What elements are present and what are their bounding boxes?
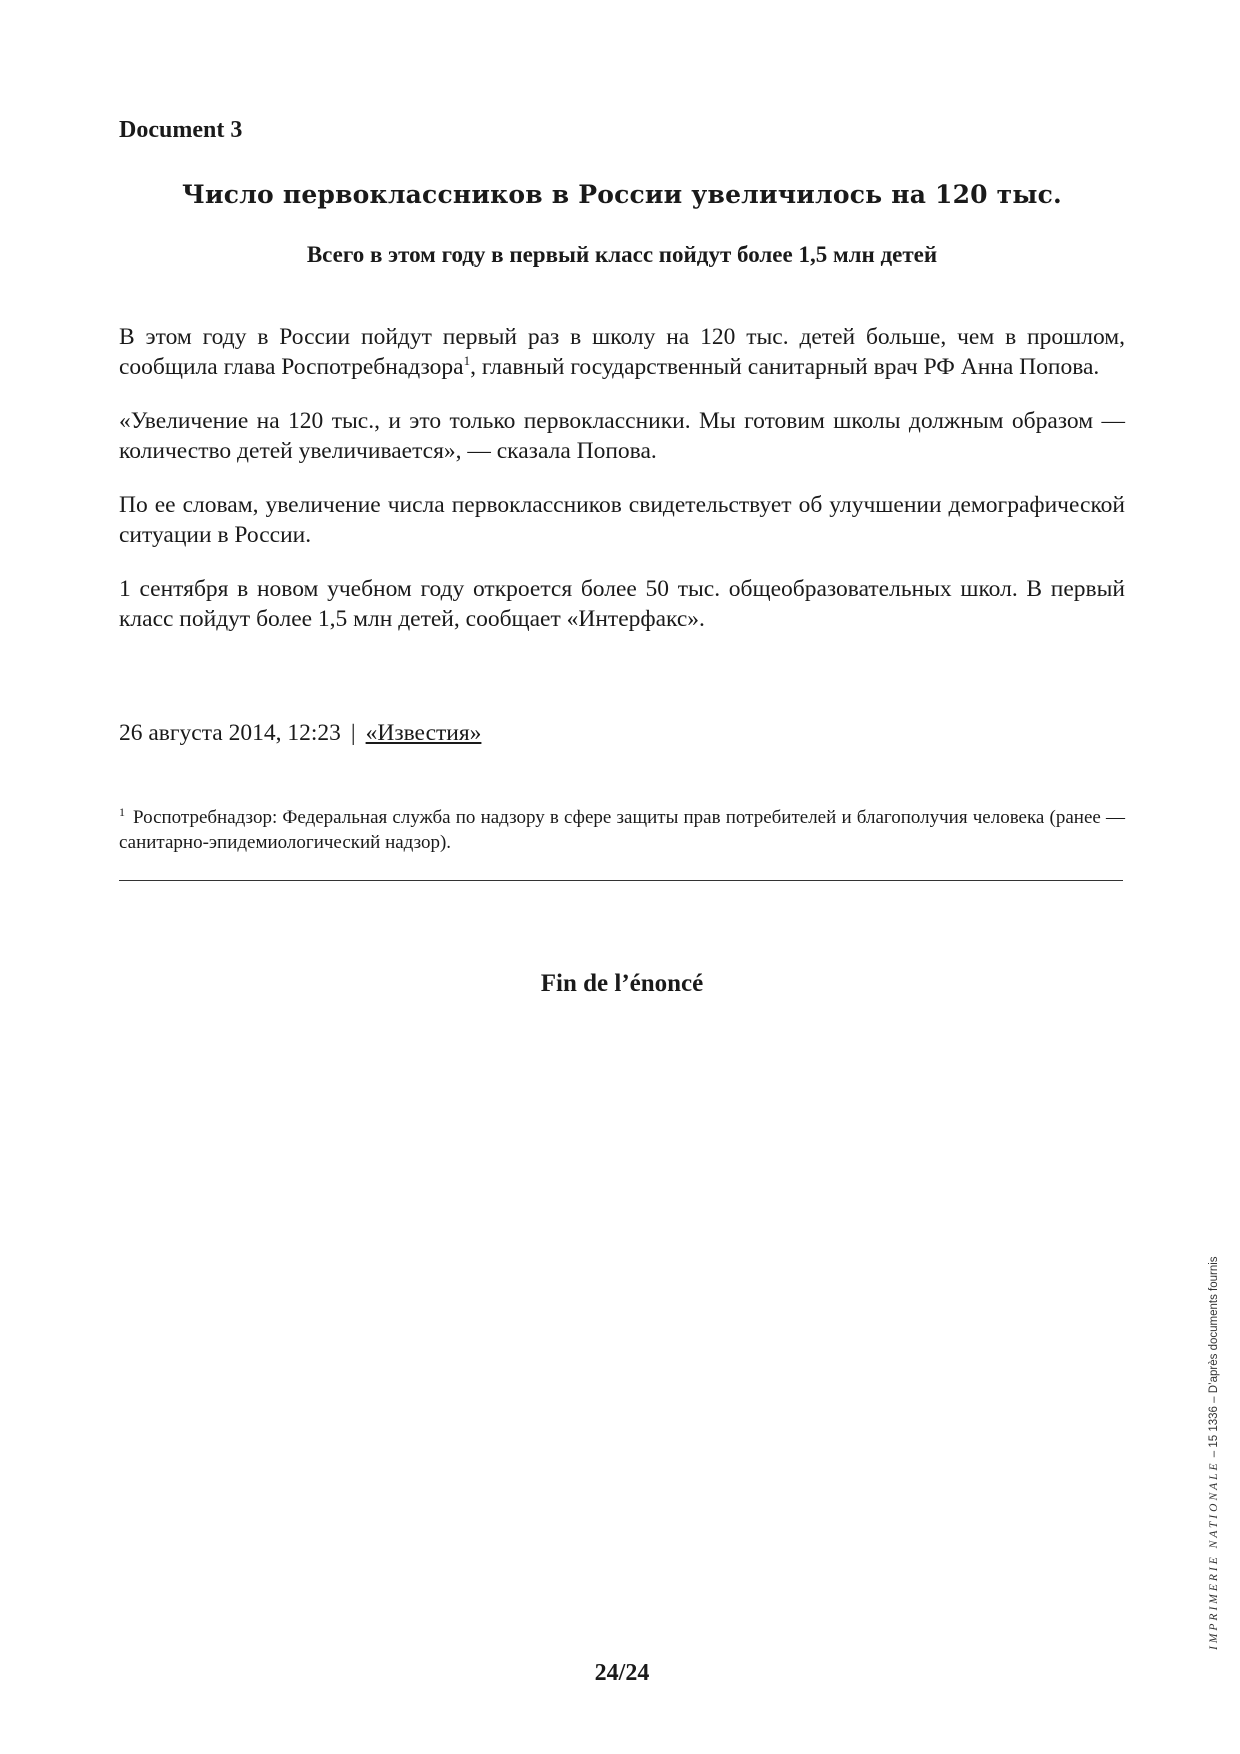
footnote	[119, 805, 1125, 855]
article-subtitle: Всего в этом году в первый класс пойдут более 1,5 млн детей	[306, 242, 938, 267]
paragraph-1	[119, 322, 1125, 382]
paragraph-1-text-a: В этом году в России пойдут первый раз в школу на 120 тыс. детей больше, чем в прошлом, сообщила глава Роспотребнадзора	[119, 324, 1125, 380]
article-body	[119, 322, 1125, 658]
document-credit: D’après documents fournis	[1208, 1256, 1220, 1394]
side-note-dash-1: –	[1208, 1450, 1220, 1458]
side-note-dash-2: –	[1208, 1396, 1220, 1403]
end-of-statement: Fin de l’énoncé	[540, 970, 704, 997]
source-publication-link[interactable]: «Известия»	[365, 720, 482, 746]
footnote-divider	[119, 880, 1123, 881]
paragraph-2: «Увеличение на 120 тыс., и это только первоклассники. Мы готовим школы должным образом — количество детей увеличивается», — сказала Попова.	[119, 408, 1125, 464]
document-code: 15 1336	[1208, 1406, 1220, 1448]
source-line	[119, 720, 481, 747]
source-date: 26 августа 2014, 12:23	[119, 720, 341, 746]
paragraph-4: 1 сентября в новом учебном году откроется более 50 тыс. общеобразовательных школ. В первый класс пойдут более 1,5 млн детей, сообщает «Интерфакс».	[119, 576, 1125, 632]
article-title: Число первоклассников в России увеличилось на 120 тыс.	[182, 180, 1062, 209]
printer-name: IMPRIMERIE NATIONALE	[1208, 1460, 1220, 1650]
paragraph-3: По ее словам, увеличение числа первоклассников свидетельствует об улучшении демографической ситуации в России.	[119, 492, 1125, 548]
printer-side-note-text	[1208, 1256, 1220, 1650]
document-label: Document 3	[119, 117, 243, 143]
footnote-text: Роспотребнадзор: Федеральная служба по надзору в сфере защиты прав потребителей и благополучия человека (ранее — санитарно-эпидемиологический надзор).	[119, 807, 1125, 853]
paragraph-1-text-b: , главный государственный санитарный врач РФ Анна Попова.	[470, 354, 1100, 380]
page-number: 24/24	[594, 1660, 650, 1686]
source-separator: |	[350, 720, 356, 746]
footnote-reference: 1	[463, 353, 471, 369]
footnote-mark: 1	[119, 804, 125, 819]
